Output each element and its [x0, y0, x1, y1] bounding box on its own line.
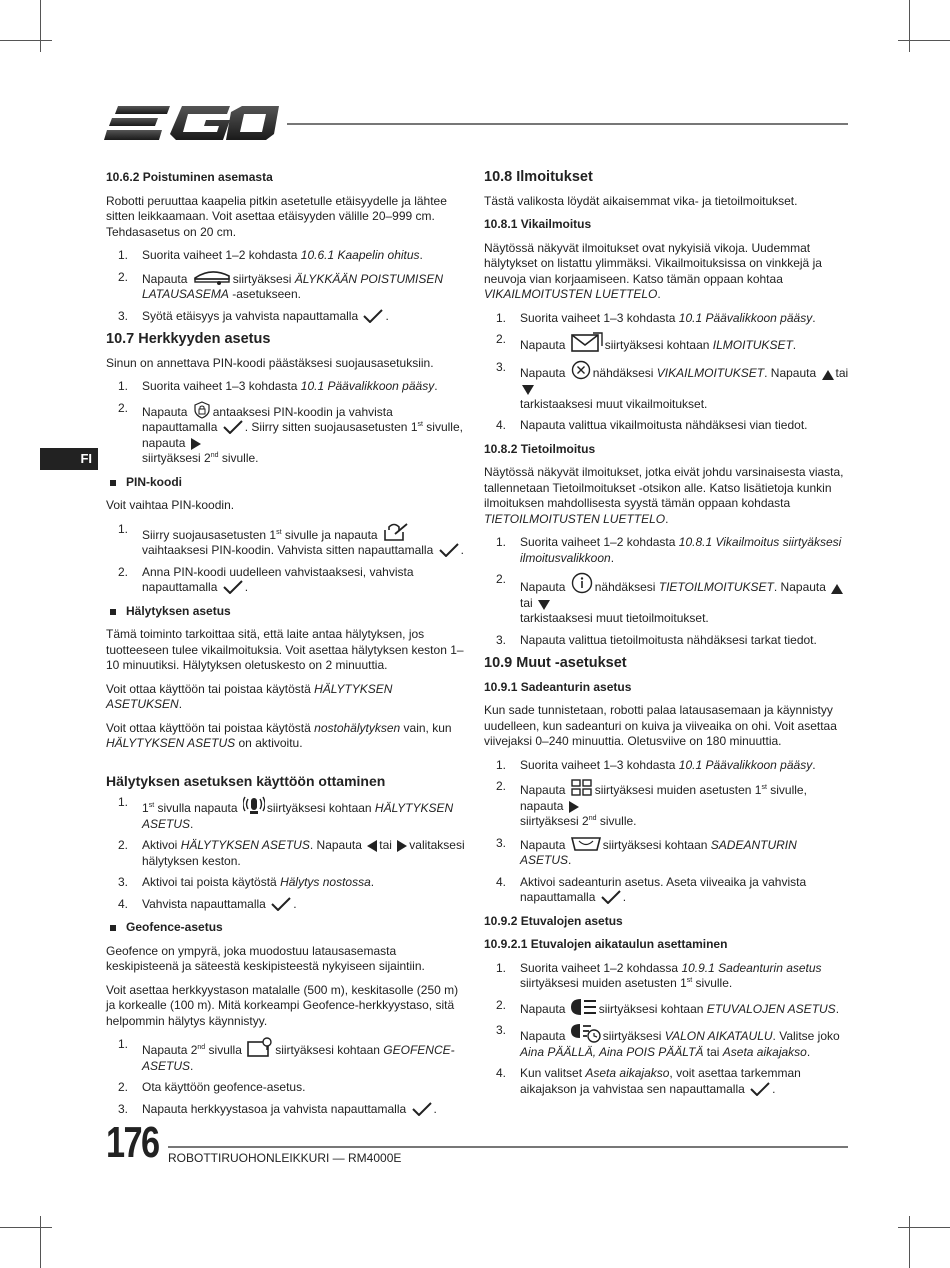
- list-item: 2. Ota käyttöön geofence-asetus.: [118, 1080, 306, 1094]
- info-circle-icon: [571, 572, 593, 594]
- footer-rule: [168, 1146, 848, 1148]
- lock-shield-icon: [193, 401, 211, 419]
- crop-mark: [909, 1216, 910, 1268]
- right-column: [484, 170, 850, 1105]
- list-item: 3. Napauta nähdäksesi VIKAILMOITUKSET. Napauta tai tarkistaaksesi muut vikailmoitukset.: [496, 359, 849, 411]
- edit-pin-icon: [383, 522, 409, 542]
- paragraph: Kun sade tunnistetaan, robotti palaa latausasemaan ja käynnistyy uudelleen, kun sadeanturi on kuiva ja viiveaika on ohi. Voit asettaa viivejaksi 0–240 minuuttia. Oletusviive on 180 minuuttia.: [484, 703, 837, 748]
- crop-mark: [909, 0, 910, 52]
- alarm-icon: [243, 795, 265, 815]
- left-column: [106, 170, 468, 1125]
- step-list: [106, 1037, 468, 1117]
- checkmark-icon: [439, 543, 459, 557]
- step-list: [484, 961, 850, 1098]
- rain-sensor-icon: [571, 836, 601, 852]
- footer-text: ROBOTTIRUOHONLEIKKURI — RM4000E: [168, 1151, 402, 1165]
- list-item: 1. Siirry suojausasetusten 1st sivulle ja napauta vaihtaaksesi PIN-koodin. Vahvista sitten napauttamalla .: [118, 521, 464, 557]
- list-item: 1. Suorita vaiheet 1–3 kohdasta 10.1 Päävalikkoon pääsy.: [496, 310, 816, 325]
- section-title: 10.9.1 Sadeanturin asetus: [484, 679, 632, 694]
- list-item: 4. Kun valitset Aseta aikajakso, voit asettaa tarkemman aikajakson ja vahvistaa sen napauttamalla .: [496, 1066, 801, 1096]
- list-item: 4. Aktivoi sadeanturin asetus. Aseta viiveaika ja vahvista napauttamalla .: [496, 874, 807, 904]
- triangle-left-icon: [367, 840, 377, 852]
- ego-logo: [104, 98, 279, 146]
- light-schedule-icon: [571, 1023, 601, 1043]
- section-title: 10.9.2.1 Etuvalojen aikataulun asettaminen: [484, 937, 728, 951]
- crop-mark: [0, 1227, 52, 1228]
- triangle-up-icon: [831, 584, 843, 594]
- section-title: 10.7 Herkkyyden asetus: [106, 331, 271, 347]
- section-title: 10.6.2 Poistuminen asemasta: [106, 170, 273, 184]
- page-number: 176: [106, 1118, 159, 1167]
- step-list: [484, 758, 850, 906]
- list-item: 4. Vahvista napauttamalla .: [118, 896, 297, 911]
- checkmark-icon: [223, 580, 243, 594]
- section-title: 10.8.1 Vikailmoitus: [484, 217, 592, 231]
- checkmark-icon: [363, 309, 383, 323]
- checkmark-icon: [601, 890, 621, 904]
- triangle-up-icon: [822, 370, 834, 380]
- geofence-icon: [247, 1037, 273, 1057]
- triangle-down-icon: [522, 385, 534, 395]
- section-title: 10.8.2 Tietoilmoitus: [484, 441, 596, 456]
- paragraph: Tämä toiminto tarkoittaa sitä, että laite antaa hälytyksen, jos tuotteeseen tulee vikailmoituksia. Voit asettaa hälytyksen keston 1–10 minuutiksi. Hälytyksen oletuskesto on 2 minuuttia.: [106, 627, 464, 672]
- list-item: 1. Suorita vaiheet 1–3 kohdasta 10.1 Päävalikkoon pääsy.: [496, 757, 816, 772]
- step-list: [484, 535, 850, 648]
- list-item: 1. Suorita vaiheet 1–2 kohdasta 10.6.1 Kaapelin ohitus.: [118, 248, 423, 262]
- language-tab: FI: [40, 448, 98, 470]
- paragraph: Voit vaihtaa PIN-koodin.: [106, 498, 235, 512]
- list-item: 2. Napauta siirtyäksesi kohtaan ETUVALOJEN ASETUS.: [496, 997, 840, 1016]
- section-title: 10.9.2 Etuvalojen asetus: [484, 913, 623, 928]
- paragraph: Tästä valikosta löydät aikaisemmat vika- ja tietoilmoitukset.: [484, 193, 798, 208]
- envelope-icon: [571, 332, 603, 352]
- paragraph: Sinun on annettava PIN-koodi päästäksesi suojausasetuksiin.: [106, 355, 434, 370]
- list-item: 3. Napauta siirtyäksesi VALON AIKATAULU. Valitse joko Aina PÄÄLLÄ, Aina POIS PÄÄLTÄ tai Aseta aikajakso.: [496, 1023, 840, 1059]
- list-item: 2. Napauta antaaksesi PIN-koodin ja vahvista napauttamalla . Siirry sitten suojausasetusten 1st sivulle, napauta siirtyäksesi 2nd sivulle.: [118, 400, 463, 465]
- triangle-right-icon: [191, 438, 201, 450]
- list-item: 1. 1st sivulla napauta siirtyäksesi kohtaan HÄLYTYKSEN ASETUS.: [118, 795, 454, 831]
- step-list: [484, 311, 850, 434]
- section-title: Hälytyksen asetuksen käyttöön ottaminen: [106, 772, 386, 789]
- error-circle-icon: [571, 360, 591, 380]
- headlight-icon: [571, 998, 597, 1016]
- list-item: 2. Napauta nähdäksesi TIETOILMOITUKSET. Napauta tai tarkistaaksesi muut tietoilmoitukset.: [484, 572, 850, 627]
- header-rule: [287, 123, 848, 125]
- list-item: 3. Syötä etäisyys ja vahvista napauttamalla .: [118, 308, 389, 323]
- list-item: 1. Napauta 2nd sivulla siirtyäksesi kohtaan GEOFENCE-ASETUS.: [118, 1037, 455, 1073]
- paragraph: Voit asettaa herkkyystason matalalle (500 m), keskitasolle (250 m) ja korkealle (100 m). Mitä korkeampi Geofence-herkkyystaso, sitä helpommin hälytys käynnistyy.: [106, 982, 459, 1028]
- step-list: [106, 379, 468, 467]
- list-item: 3. Napauta siirtyäksesi kohtaan SADEANTURIN ASETUS.: [496, 835, 797, 867]
- checkmark-icon: [412, 1102, 432, 1116]
- paragraph: Geofence on ympyrä, joka muodostuu latausasemasta keskipisteenä ja säteestä keskipisteestä nykyiseen sijaintiin.: [106, 943, 425, 973]
- triangle-down-icon: [538, 600, 550, 610]
- step-list: [106, 795, 468, 912]
- list-item: 1. Suorita vaiheet 1–2 kohdasta 10.8.1 Vikailmoitus siirtyäksesi ilmoitusvalikkoon.: [496, 535, 842, 565]
- checkmark-icon: [223, 420, 243, 434]
- list-item: 1. Suorita vaiheet 1–3 kohdasta 10.1 Päävalikkoon pääsy.: [118, 379, 438, 393]
- step-list: [106, 522, 468, 596]
- paragraph: Voit ottaa käyttöön tai poistaa käytöstä nostohälytyksen vain, kun HÄLYTYKSEN ASETUS on aktivoitu.: [106, 720, 452, 750]
- list-item: 2. Anna PIN-koodi uudelleen vahvistaaksesi, vahvista napauttamalla .: [118, 564, 414, 594]
- paragraph: Voit ottaa käyttöön tai poistaa käytöstä HÄLYTYKSEN ASETUKSEN.: [106, 681, 393, 711]
- list-item: 2. Napauta siirtyäksesi kohtaan ILMOITUKSET.: [496, 332, 797, 352]
- list-item: 3. Aktivoi tai poista käytöstä Hälytys nostossa.: [118, 875, 375, 889]
- triangle-right-icon: [397, 840, 407, 852]
- list-item: 4. Napauta valittua vikailmoitusta nähdäksesi vian tiedot.: [496, 418, 808, 432]
- paragraph: Näytössä näkyvät ilmoitukset, jotka eivät johdu varsinaisesta viasta, tallennetaan Tietoilmoitukset -otsikon alle. Katso lisätietoja kunkin ilmoituksen mahdollisesta syystä tämän oppaan kohdasta TIETOILMOITUSTEN LUETTELO.: [484, 465, 844, 526]
- crop-mark: [898, 1227, 950, 1228]
- crop-mark: [898, 40, 950, 41]
- crop-mark: [40, 0, 41, 52]
- list-item: 3. Napauta herkkyystasoa ja vahvista napauttamalla .: [118, 1101, 437, 1116]
- list-item: 2. Aktivoi HÄLYTYKSEN ASETUS. Napauta tai valitaksesi hälytyksen keston.: [118, 838, 465, 868]
- bullet-heading: Hälytyksen asetus: [106, 604, 468, 620]
- list-item: 2. Napauta siirtyäksesi muiden asetusten 1st sivulle, napauta siirtyäksesi 2nd sivulle.: [496, 779, 807, 828]
- paragraph: Näytössä näkyvät ilmoitukset ovat nykyisiä vikoja. Uudemmat hälytykset on listattu ylimmäksi. Vikailmoituksissa on vinkkejä ja neuvoja vian korjaamiseen. Katso tämän oppaan kohtaa VIKAILMOITUSTEN LUETTELO.: [484, 240, 822, 301]
- crop-mark: [0, 40, 52, 41]
- step-list: [106, 248, 468, 324]
- bullet-heading: Geofence-asetus: [106, 920, 468, 936]
- bullet-heading: PIN-koodi: [106, 475, 468, 491]
- paragraph: Robotti peruuttaa kaapelia pitkin asetetulle etäisyydelle ja lähtee sitten leikkaamaan. Voit asettaa etäisyyden välille 20–999 cm. Tehdasasetus on 20 cm.: [106, 193, 447, 239]
- checkmark-icon: [271, 897, 291, 911]
- checkmark-icon: [750, 1082, 770, 1096]
- list-item: 1. Suorita vaiheet 1–2 kohdassa 10.9.1 Sadeanturin asetus siirtyäksesi muiden asetusten 1st sivulle.: [496, 960, 822, 990]
- list-item: 3. Napauta valittua tietoilmoitusta nähdäksesi tarkat tiedot.: [496, 632, 817, 647]
- section-title: 10.9 Muut -asetukset: [484, 655, 627, 671]
- list-item: 2. Napauta siirtyäksesi ÄLYKKÄÄN POISTUMISEN LATAUSASEMA -asetukseen.: [118, 269, 444, 301]
- crop-mark: [40, 1216, 41, 1268]
- grid-icon: [571, 779, 593, 797]
- triangle-right-icon: [569, 801, 579, 813]
- section-title: 10.8 Ilmoitukset: [484, 169, 593, 185]
- charging-station-icon: [193, 270, 231, 286]
